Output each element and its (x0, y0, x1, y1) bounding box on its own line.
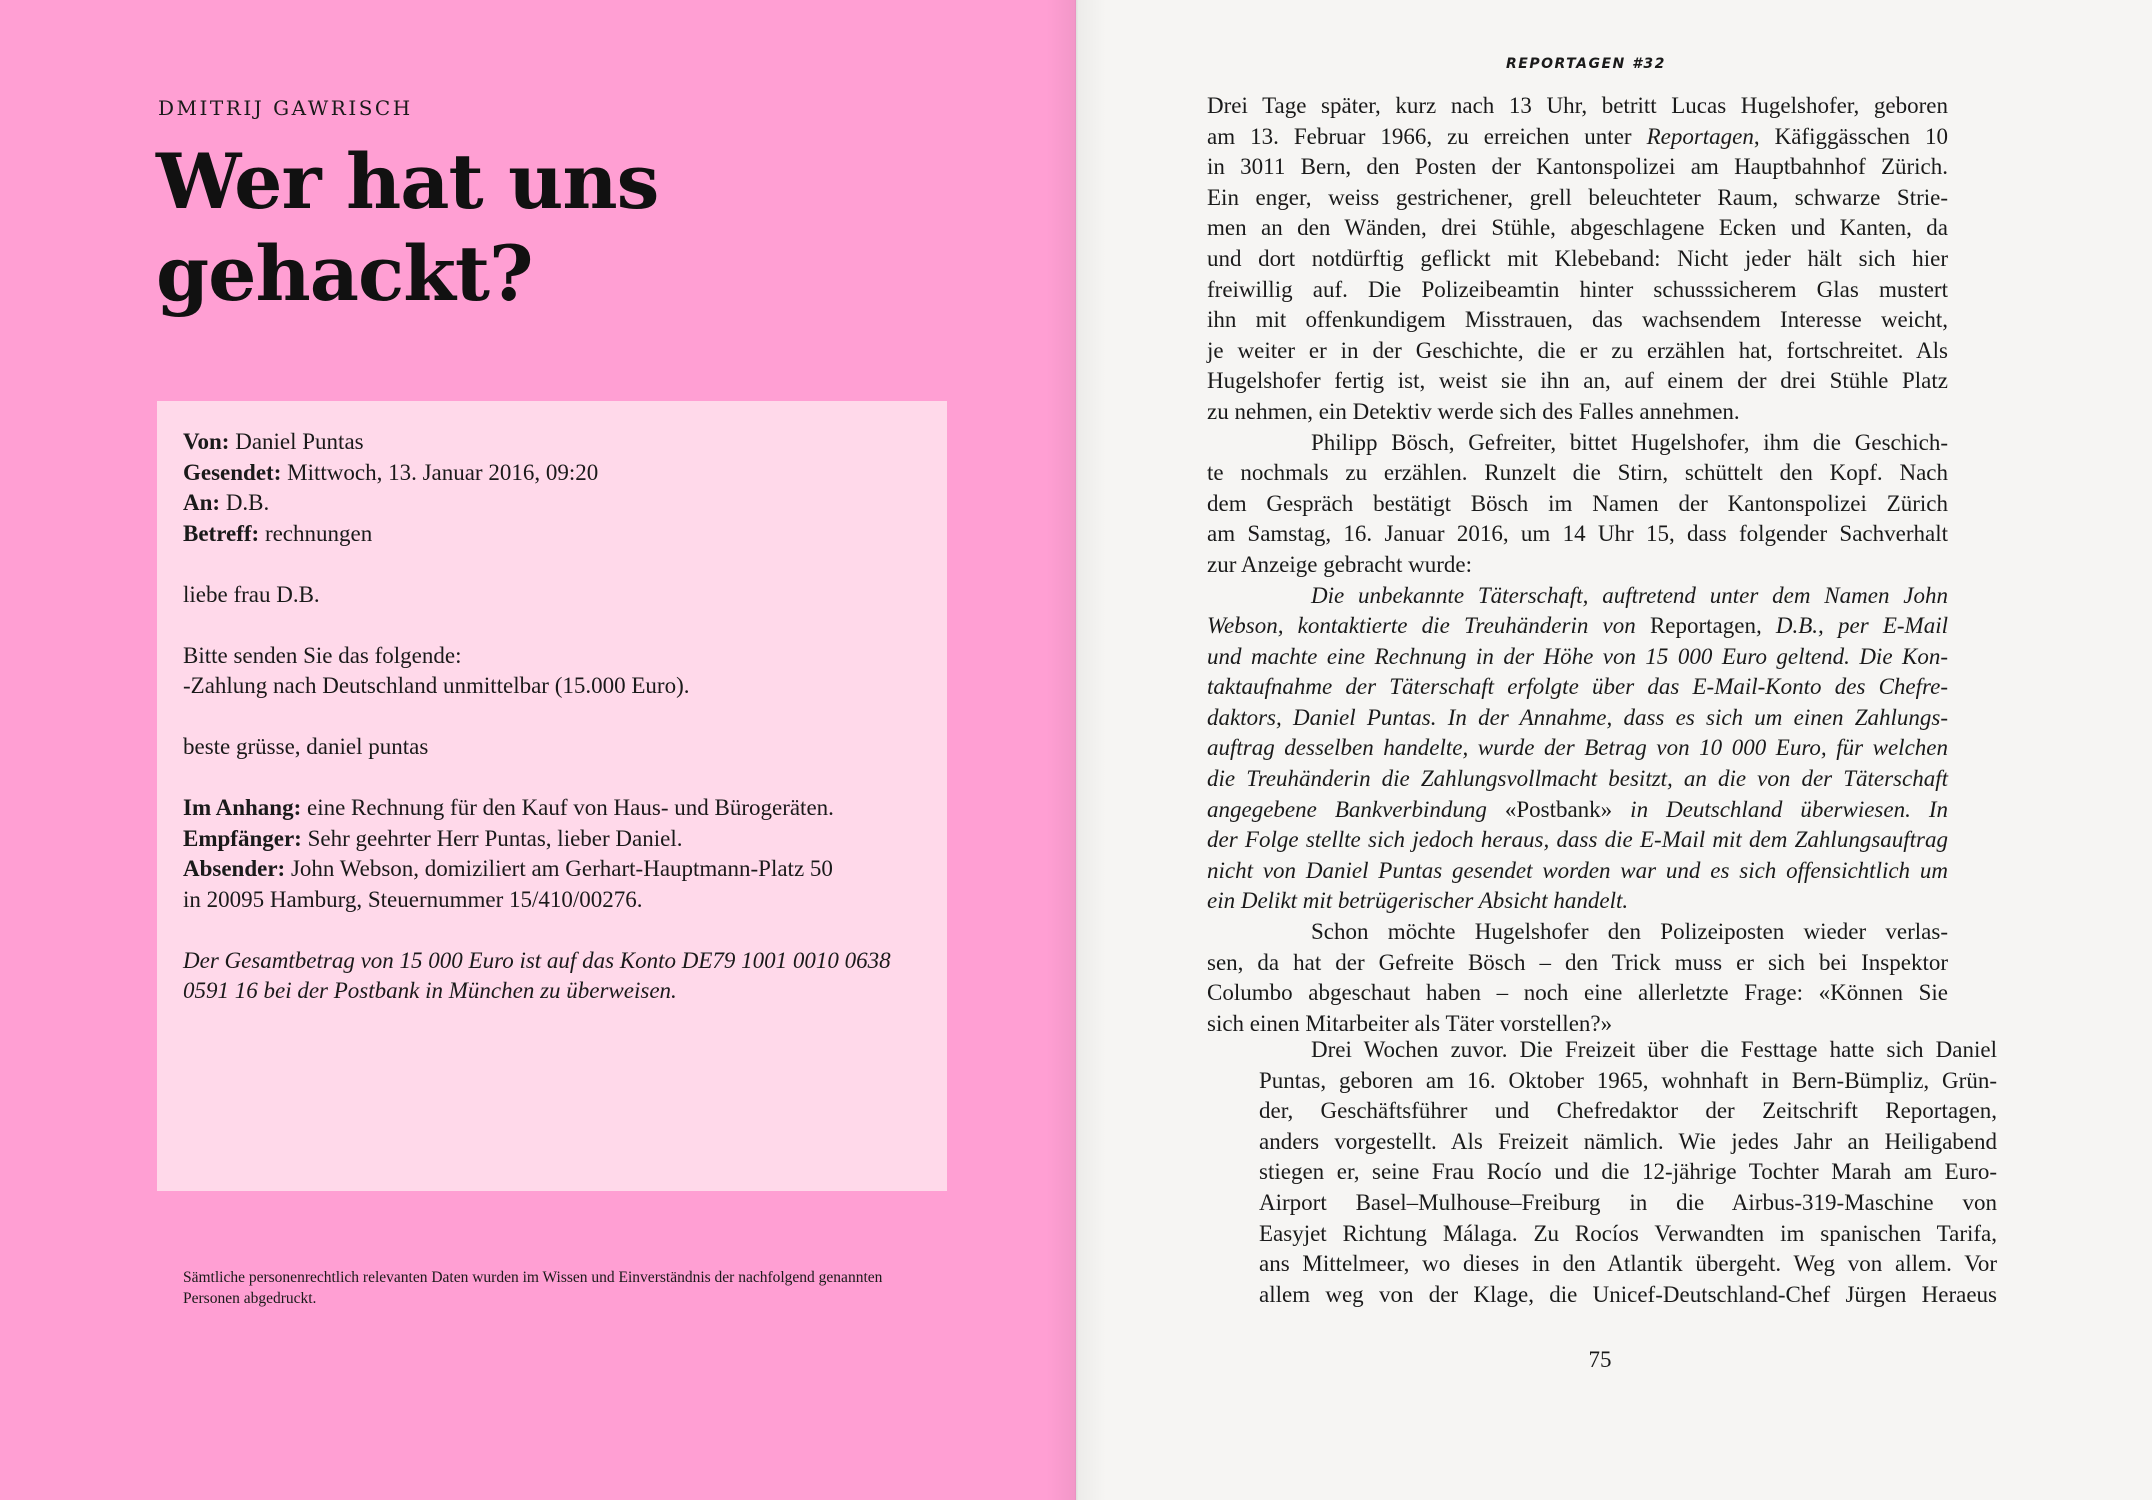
quote-line: daktors, Daniel Puntas. In der Annahme, dass es sich um einen Zahlungs- (1207, 704, 1948, 730)
email-header-value: Daniel Puntas (229, 429, 364, 454)
body-line: anders vorgestellt. Als Freizeit nämlich. Wie jedes Jahr an Heiligabend (1259, 1128, 1997, 1154)
email-recipient-line (183, 824, 921, 855)
email-header-subject (183, 519, 921, 550)
quote-roman-run: Reportagen (1649, 613, 1756, 639)
body-line: zur Anzeige gebracht wurde: (1207, 551, 1473, 577)
quote-line: die Treuhänderin die Zahlungsvollmacht besitzt, an die von der Täterschaft (1207, 766, 1948, 792)
quote-line: der Folge stellte sich jedoch heraus, dass die E-Mail mit dem Zahlungsauftrag (1207, 827, 1948, 853)
body-line: Puntas, geboren am 16. Oktober 1965, wohnhaft in Bern-Bümpliz, Grün- (1259, 1067, 1997, 1093)
email-attachment-label: Empfänger: (183, 825, 302, 851)
body-line: Drei Tage später, kurz nach 13 Uhr, betritt Lucas Hugelshofer, geboren (1207, 93, 1948, 118)
body-line: men an den Wänden, drei Stühle, abgeschlagene Ecken und Kanten, da (1207, 215, 1948, 241)
body-line: te nochmals zu erzählen. Runzelt die Stirn, schüttelt den Kopf. Nach (1207, 460, 1948, 486)
email-header-to (183, 488, 921, 519)
quote-text-run: , D.B., per E-Mail (1755, 613, 1948, 639)
email-attachment-line (183, 793, 921, 824)
quote-line: Die unbekannte Täterschaft, auftretend unter dem Namen John (1311, 582, 1948, 608)
quote-line: auftrag desselben handelte, wurde der Betrag von 10 000 Euro, für welchen (1207, 735, 1948, 761)
body-line: allem weg von der Klage, die Unicef-Deutschland-Chef Jürgen Heraeus (1259, 1281, 1997, 1307)
article-body-continued (1259, 1035, 1997, 1310)
page-number: 75 (1588, 1347, 1612, 1372)
email-header-label: Betreff: (183, 520, 260, 546)
email-body-line: -Zahlung nach Deutschland unmittelbar (15.000 Euro). (183, 673, 690, 698)
footnote: Sämtliche personenrechtlich relevanten Daten wurden im Wissen und Einverständnis der nachfolgend genannten Personen abgedruckt. (183, 1269, 883, 1307)
email-header-value: rechnungen (259, 520, 373, 546)
email-body-line: Bitte senden Sie das folgende: (183, 642, 462, 668)
body-line: ihn mit offenkundigem Misstrauen, das wachsendem Interesse weicht, (1207, 307, 1948, 333)
email-attachment-value: eine Rechnung für den Kauf von Haus- und Bürogeräten. (301, 795, 834, 820)
email-closing: beste grüsse, daniel puntas (183, 734, 429, 759)
quote-text-run: angegebene Bankverbindung (1207, 796, 1505, 822)
email-excerpt-box (157, 401, 947, 1191)
body-line: Drei Wochen zuvor. Die Freizeit über die Festtage hatte sich Daniel (1311, 1037, 1997, 1062)
email-attachment-value: Sehr geehrter Herr Puntas, lieber Daniel. (301, 825, 683, 851)
quote-text-run: Webson, kontaktierte die Treuhänderin von (1207, 613, 1650, 639)
email-attachment-label: Absender: (183, 856, 286, 881)
author-name: DMITRIJ GAWRISCH (158, 96, 413, 120)
spacer (183, 549, 921, 580)
email-address-continued: in 20095 Hamburg, Steuernummer 15/410/00276. (183, 886, 643, 912)
body-line (1207, 122, 1948, 153)
body-line: je weiter er in der Geschichte, die er zu erzählen hat, fortschreitet. Als (1207, 337, 1948, 363)
body-text-run: am 13. Februar 1966, zu erreichen unter (1207, 123, 1647, 149)
body-line: freiwillig auf. Die Polizeibeamtin hinter schusssicherem Glas mustert (1207, 276, 1948, 302)
email-payment-note: Der Gesamtbetrag von 15 000 Euro ist auf das Konto DE79 1001 0010 0638 0591 16 bei der Postbank in München zu überweisen. (183, 947, 891, 1003)
body-line: dem Gespräch bestätigt Bösch im Namen der Kantonspolizei Zürich (1207, 490, 1948, 516)
spacer (183, 702, 921, 733)
body-line: stiegen er, seine Frau Rocío und die 12-jährige Tochter Marah am Euro- (1259, 1159, 1997, 1185)
quote-line (1207, 795, 1948, 826)
article-body (1207, 91, 1948, 1039)
body-italic-run: Reportagen, (1885, 1098, 1997, 1124)
body-line: sen, da hat der Gefreite Bösch – den Trick muss er sich bei Inspektor (1207, 949, 1948, 975)
body-line: und dort notdürftig geflickt mit Klebeband: Nicht jeder hält sich hier (1207, 245, 1948, 271)
email-sender-line (183, 854, 921, 885)
spacer (183, 915, 921, 946)
article-title: Wer hat uns gehackt? (156, 137, 659, 318)
body-text-run: der, Geschäftsführer und Chefredaktor der Zeitschrift (1259, 1098, 1886, 1124)
quote-text-run: in Deutschland überwiesen. In (1612, 796, 1948, 822)
email-header-from (183, 427, 921, 458)
body-line: sich einen Mitarbeiter als Täter vorstellen?» (1207, 1010, 1613, 1036)
email-header-value: Mittwoch, 13. Januar 2016, 09:20 (281, 459, 599, 485)
body-line: ans Mittelmeer, wo dieses in den Atlantik übergeht. Weg von allem. Vor (1259, 1251, 1997, 1277)
body-line: am Samstag, 16. Januar 2016, um 14 Uhr 15, dass folgender Sachverhalt (1207, 521, 1948, 547)
body-line: Philipp Bösch, Gefreiter, bittet Hugelshofer, ihm die Geschich- (1311, 429, 1948, 455)
body-line: Schon möchte Hugelshofer den Polizeiposten wieder verlas- (1311, 919, 1948, 945)
email-attachment-value: John Webson, domiziliert am Gerhart-Hauptmann-Platz 50 (285, 856, 833, 881)
running-head: REPORTAGEN #32 (1506, 56, 1666, 72)
quote-line: und machte eine Rechnung in der Höhe von 15 000 Euro geltend. Die Kon- (1207, 643, 1948, 669)
spacer (183, 763, 921, 794)
body-text-run: , Käfiggässchen 10 (1753, 123, 1948, 149)
body-line: Airport Basel–Mulhouse–Freiburg in die Airbus-319-Maschine von (1259, 1189, 1997, 1215)
email-header-label: Von: (183, 429, 230, 454)
body-line: zu nehmen, ein Detektiv werde sich des Falles annehmen. (1207, 398, 1740, 424)
quote-line: taktaufnahme der Täterschaft erfolgte über das E-Mail-Konto des Chefre- (1207, 674, 1948, 700)
body-line (1259, 1096, 1997, 1127)
email-header-label: An: (183, 490, 221, 515)
email-header-value: D.B. (220, 490, 270, 515)
body-italic-run: Reportagen (1646, 123, 1754, 149)
quote-line (1207, 611, 1948, 642)
email-attachment-label: Im Anhang: (183, 795, 302, 820)
body-line: Columbo abgeschaut haben – noch eine allerletzte Frage: «Können Sie (1207, 980, 1948, 1006)
spacer (183, 610, 921, 641)
quote-roman-run: «Postbank» (1504, 796, 1613, 822)
email-header-label: Gesendet: (183, 459, 282, 485)
email-header-sent (183, 458, 921, 489)
quote-line: ein Delikt mit betrügerischer Absicht handelt. (1207, 888, 1629, 914)
body-line: Ein enger, weiss gestrichener, grell beleuchteter Raum, schwarze Strie- (1207, 184, 1948, 210)
email-greeting: liebe frau D.B. (183, 581, 320, 607)
quote-line: nicht von Daniel Puntas gesendet worden war und es sich offensichtlich um (1207, 857, 1948, 883)
body-line: Hugelshofer fertig ist, weist sie ihn an, auf einem der drei Stühle Platz (1207, 368, 1948, 394)
body-line: Easyjet Richtung Málaga. Zu Rocíos Verwandten im spanischen Tarifa, (1259, 1220, 1997, 1246)
body-line: in 3011 Bern, den Posten der Kantonspolizei am Hauptbahnhof Zürich. (1207, 154, 1948, 180)
